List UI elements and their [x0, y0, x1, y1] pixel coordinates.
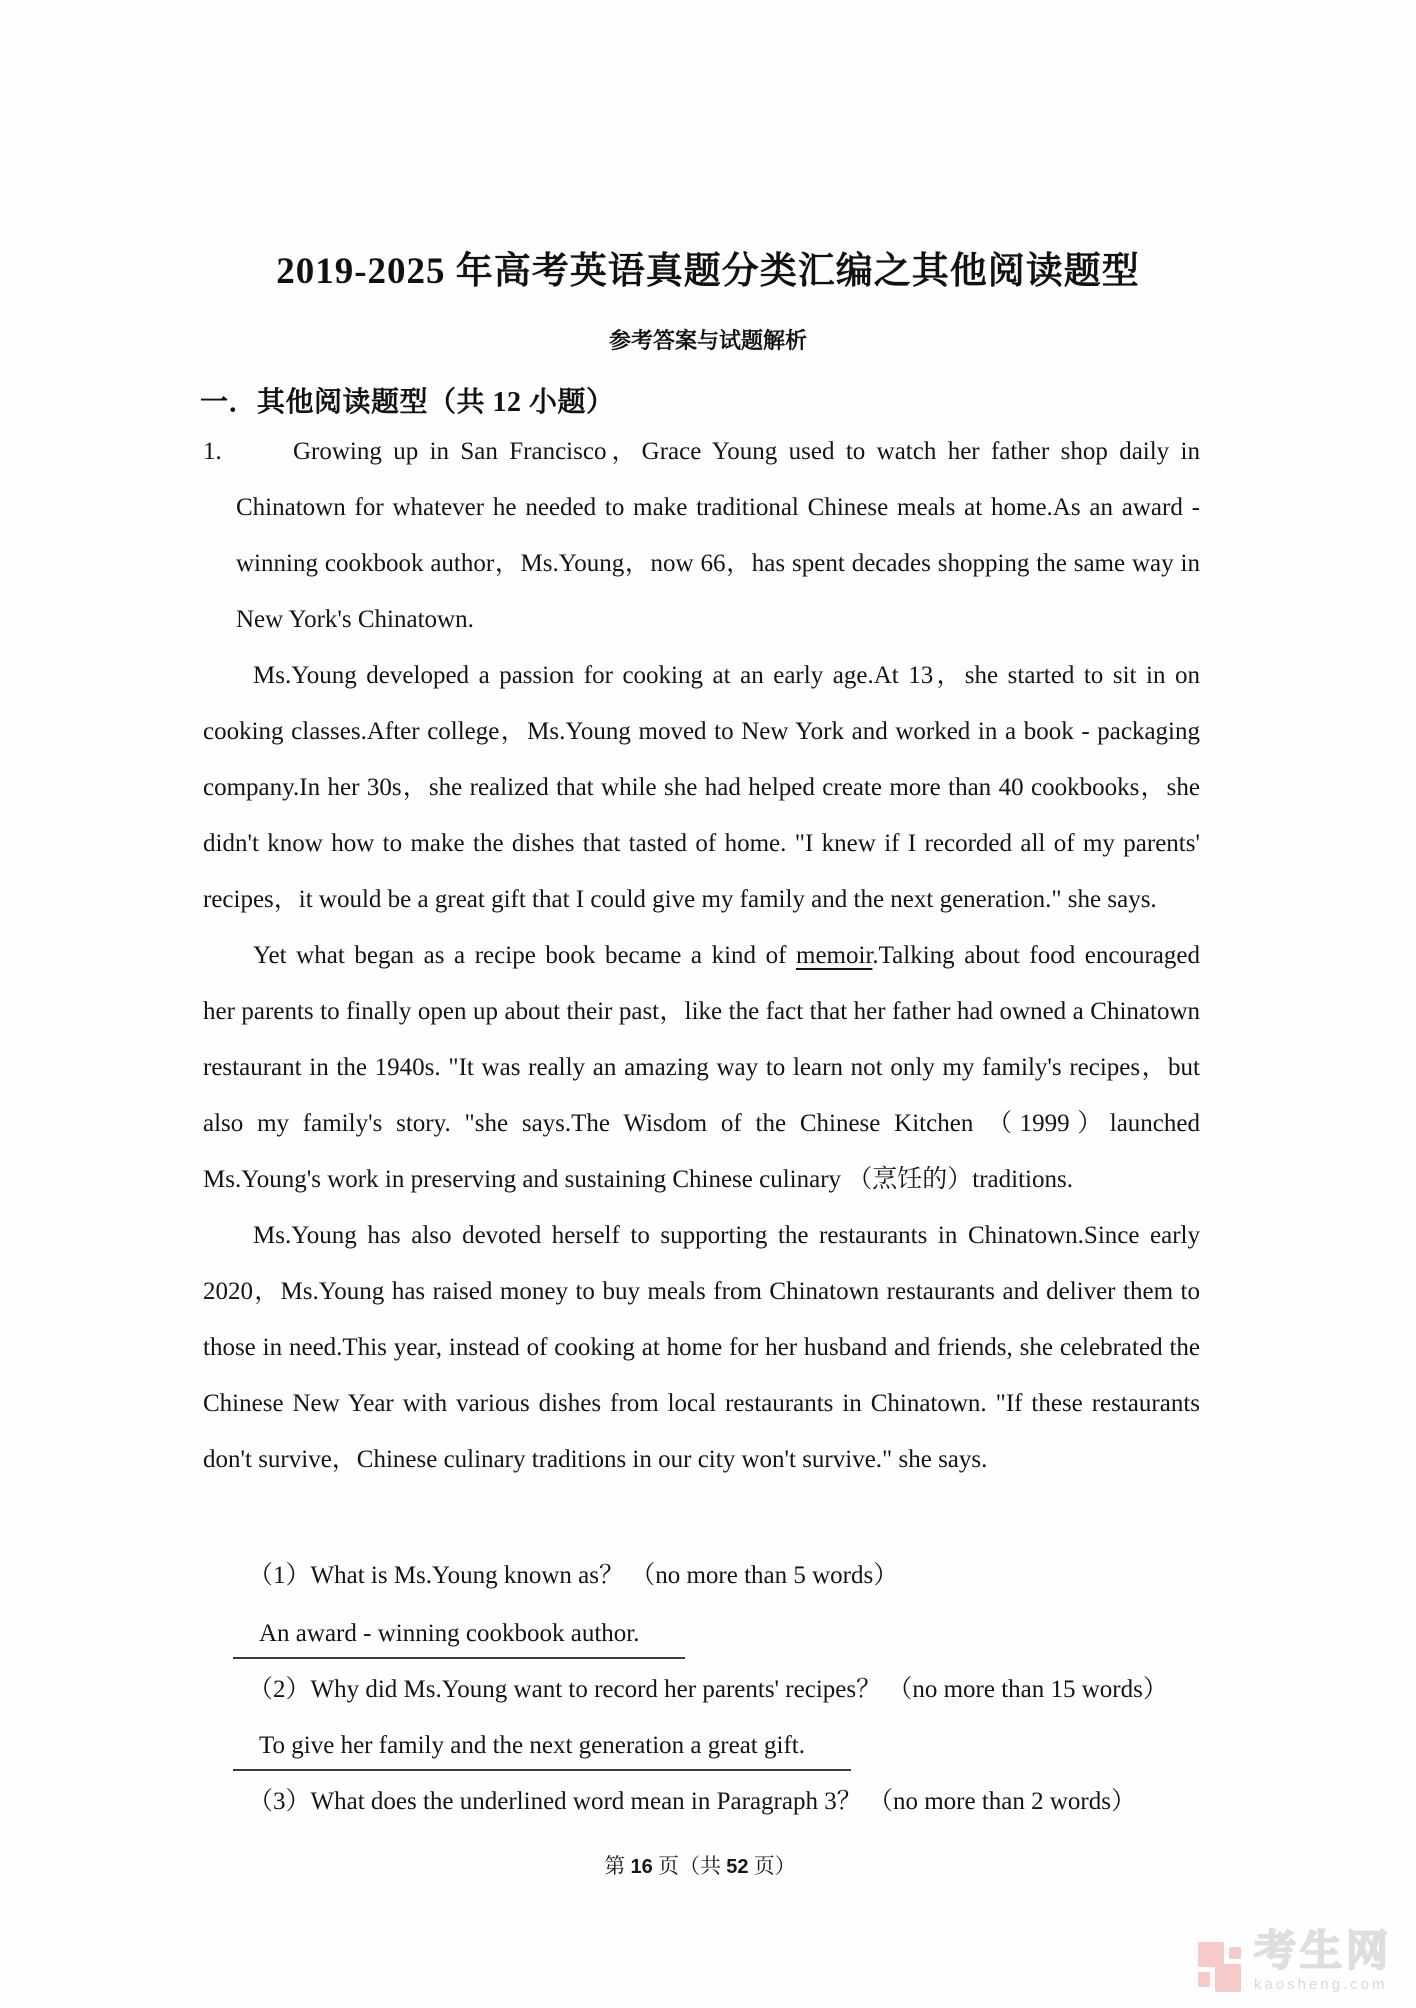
- passage-line: company.In her 30s，she realized that while she had helped create more than 40 cookbooks，she: [203, 774, 1200, 801]
- passage-line: winning cookbook author，Ms.Young，now 66，has spent decades shopping the same way in: [236, 550, 1200, 577]
- question-text: （1）What is Ms.Young known as？ （no more than 5 words）: [248, 1562, 899, 1589]
- passage-line: also my family's story. "she says.The Wisdom of the Chinese Kitchen （1999）launched: [203, 1110, 1200, 1137]
- passage-line: those in need.This year, instead of cooking at home for her husband and friends, she celebrated the: [203, 1334, 1200, 1361]
- passage-line: recipes，it would be a great gift that I could give my family and the next generation." she says.: [203, 886, 1157, 913]
- passage-line: Ms.Young has also devoted herself to supporting the restaurants in Chinatown.Since early: [253, 1222, 1200, 1249]
- watermark-site-url: kaosheng.com: [1253, 1976, 1388, 1993]
- answer-text: To give her family and the next generation a great gift.: [233, 1731, 851, 1771]
- kaosheng-logo-icon: [1198, 1942, 1242, 1992]
- passage-line: Chinatown for whatever he needed to make traditional Chinese meals at home.As an award -: [236, 494, 1200, 521]
- footer-prefix: 第: [604, 1854, 631, 1878]
- passage-line: Chinese New Year with various dishes from local restaurants in Chinatown. "If these restaurants: [203, 1390, 1200, 1417]
- footer-page-number: 16: [630, 1856, 653, 1878]
- footer-middle: 页（共: [652, 1854, 727, 1878]
- footer-suffix: 页）: [748, 1854, 796, 1878]
- passage-line: restaurant in the 1940s. "It was really an amazing way to learn not only my family's recipes，but: [203, 1054, 1200, 1081]
- question-text: （3）What does the underlined word mean in Paragraph 3？ （no more than 2 words）: [248, 1788, 1136, 1815]
- passage-line: Yet what began as a recipe book became a kind of memoir.Talking about food encouraged: [253, 942, 1201, 969]
- passage-line: Ms.Young developed a passion for cooking at an early age.At 13，she started to sit in on: [253, 662, 1200, 689]
- passage-line: Ms.Young's work in preserving and sustaining Chinese culinary （烹饪的）traditions.: [203, 1166, 1073, 1193]
- section-heading: 一．其他阅读题型（共 12 小题）: [200, 387, 615, 418]
- document-subtitle: 参考答案与试题解析: [608, 328, 807, 353]
- answer-text: An award - winning cookbook author.: [233, 1619, 685, 1659]
- passage-line: New York's Chinatown.: [236, 606, 474, 633]
- watermark: [1198, 1931, 1392, 1992]
- document-title: 2019-2025 年高考英语真题分类汇编之其他阅读题型: [276, 251, 1140, 292]
- page-footer: [0, 1850, 1400, 1880]
- passage-line: didn't know how to make the dishes that tasted of home. "I knew if I recorded all of my parents': [203, 830, 1200, 857]
- watermark-site-name: 考生网: [1253, 1929, 1392, 1975]
- footer-total-pages: 52: [726, 1856, 749, 1878]
- passage-line: cooking classes.After college，Ms.Young moved to New York and worked in a book - packaging: [203, 718, 1200, 745]
- passage-line: 1. Growing up in San Francisco，Grace Young used to watch her father shop daily in: [203, 438, 1200, 465]
- passage-line: don't survive，Chinese culinary traditions in our city won't survive." she says.: [203, 1446, 988, 1473]
- question-text: （2）Why did Ms.Young want to record her parents' recipes？ （no more than 15 words）: [248, 1676, 1168, 1703]
- passage-line: 2020，Ms.Young has raised money to buy meals from Chinatown restaurants and deliver them to: [203, 1278, 1200, 1305]
- item-number: 1.: [203, 438, 222, 465]
- passage-line: her parents to finally open up about their past，like the fact that her father had owned a Chinatown: [203, 998, 1200, 1025]
